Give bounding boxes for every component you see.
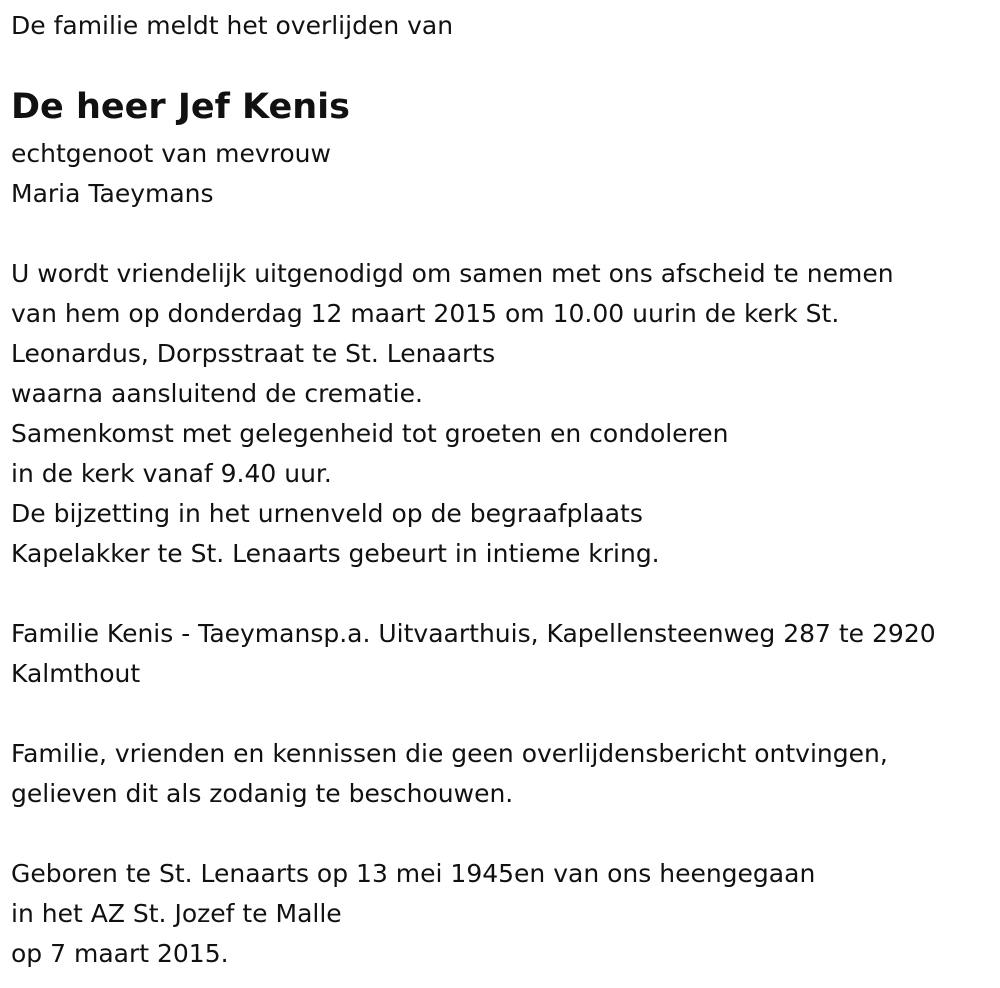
- contact-block: [11, 614, 936, 694]
- spouse-line: echtgenoot van mevrouw: [11, 139, 331, 168]
- notice-block: [11, 734, 888, 814]
- ceremony-block: [11, 254, 894, 574]
- birth-death-line: Geboren te St. Lenaarts op 13 mei 1945en van ons heengegaan: [11, 859, 816, 888]
- spouse-line: Maria Taeymans: [11, 179, 214, 208]
- ceremony-line: in de kerk vanaf 9.40 uur.: [11, 459, 332, 488]
- contact-line: Kalmthout: [11, 659, 141, 688]
- ceremony-line: waarna aansluitend de crematie.: [11, 379, 423, 408]
- spouse-block: [11, 134, 331, 214]
- deceased-name: De heer Jef Kenis: [11, 87, 350, 127]
- birth-death-line: op 7 maart 2015.: [11, 939, 229, 968]
- intro-text: De familie meldt het overlijden van: [11, 11, 454, 40]
- ceremony-line: Leonardus, Dorpsstraat te St. Lenaarts: [11, 339, 496, 368]
- ceremony-line: van hem op donderdag 12 maart 2015 om 10.00 uurin de kerk St.: [11, 299, 840, 328]
- notice-line: gelieven dit als zodanig te beschouwen.: [11, 779, 514, 808]
- contact-line: Familie Kenis - Taeymansp.a. Uitvaarthuis, Kapellensteenweg 287 te 2920: [11, 619, 936, 648]
- ceremony-line: Kapelakker te St. Lenaarts gebeurt in intieme kring.: [11, 539, 660, 568]
- ceremony-line: U wordt vriendelijk uitgenodigd om samen met ons afscheid te nemen: [11, 259, 894, 288]
- ceremony-line: Samenkomst met gelegenheid tot groeten en condoleren: [11, 419, 729, 448]
- notice-line: Familie, vrienden en kennissen die geen overlijdensbericht ontvingen,: [11, 739, 888, 768]
- ceremony-line: De bijzetting in het urnenveld op de begraafplaats: [11, 499, 643, 528]
- birth-death-block: [11, 854, 815, 974]
- birth-death-line: in het AZ St. Jozef te Malle: [11, 899, 342, 928]
